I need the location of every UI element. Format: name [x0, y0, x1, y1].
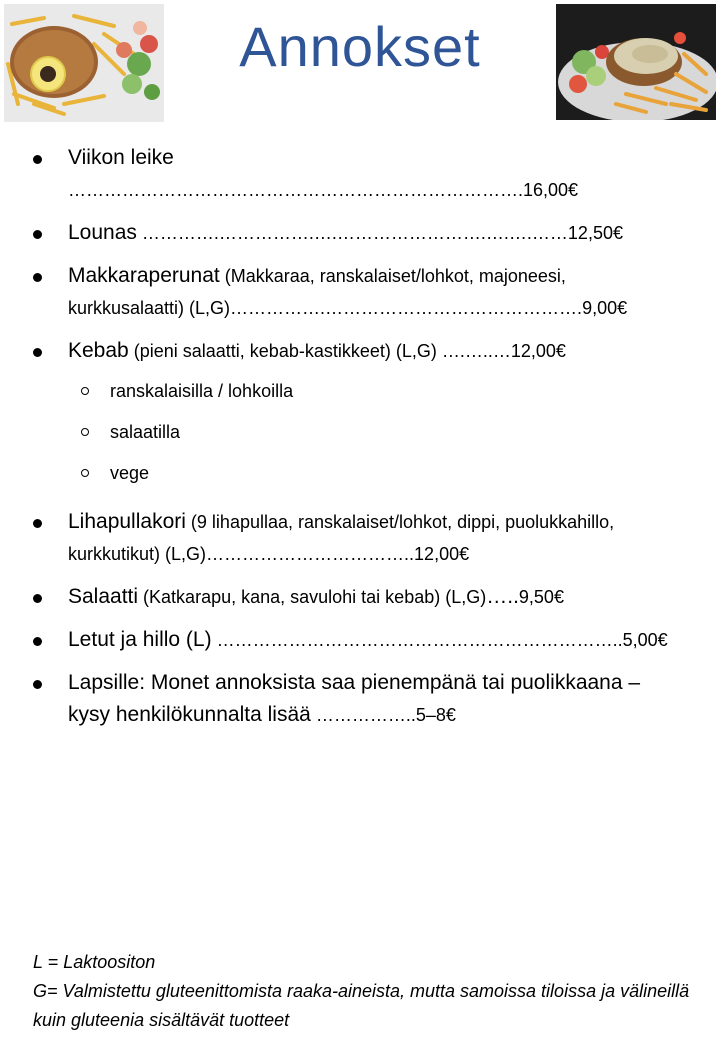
item-name: Makkaraperunat: [68, 264, 220, 287]
menu-item: [0, 581, 720, 613]
item-detail: (pieni salaatti, kebab-kastikkeet) (L,G): [128, 341, 437, 361]
legend-lactose-free: L = Laktoositon: [33, 952, 156, 972]
circle-bullet-icon: [81, 428, 89, 436]
item-dots: ……………………………..: [206, 544, 415, 564]
item-name: Lounas: [68, 221, 137, 244]
menu-item: [0, 506, 720, 570]
bullet-icon: [33, 637, 42, 646]
circle-bullet-icon: [81, 387, 89, 395]
item-price: 12,50€: [567, 223, 623, 243]
item-name: Letut ja hillo (L): [68, 628, 212, 651]
item-price: 9,50€: [518, 587, 564, 607]
item-detail: (Makkaraa, ranskalaiset/lohkot, majoneesi, kurkkusalaatti) (L,G): [68, 266, 566, 318]
item-name: Kebab: [68, 339, 129, 362]
circle-bullet-icon: [81, 469, 89, 477]
item-dots: …………….…………………………………….: [230, 298, 583, 318]
menu-item: [0, 142, 720, 206]
item-dots: ………………………………………………………………….: [68, 180, 524, 200]
sub-list-item: [0, 376, 720, 406]
bullet-icon: [33, 680, 42, 689]
item-dots: …..: [486, 585, 519, 608]
bullet-icon: [33, 155, 42, 164]
bullet-icon: [33, 594, 42, 603]
menu-item: [0, 667, 720, 731]
item-price: 16,00€: [523, 180, 579, 200]
sub-list-item: [0, 458, 720, 488]
menu-list: [0, 142, 720, 742]
item-dots: ………….…………….….…………………….….….……: [136, 223, 568, 243]
item-detail: (9 lihapullaa, ranskalaiset/lohkot, dippi, puolukkahillo, kurkkutikut) (L,G): [68, 512, 615, 564]
menu-item: [0, 624, 720, 656]
sub-list-item: [0, 417, 720, 447]
bullet-icon: [33, 519, 42, 528]
bullet-icon: [33, 348, 42, 357]
kebab-options: [0, 376, 720, 488]
item-price: 5–8€: [415, 705, 456, 725]
allergen-legend: [33, 948, 693, 1035]
item-name: Viikon leike: [68, 146, 174, 169]
item-price: 12,00€: [510, 341, 566, 361]
option-label: ranskalaisilla / lohkoilla: [110, 381, 294, 401]
menu-item: [0, 217, 720, 249]
option-label: salaatilla: [110, 422, 181, 442]
bullet-icon: [33, 273, 42, 282]
item-name: Salaatti: [68, 585, 139, 608]
item-detail: (Katkarapu, kana, savulohi tai kebab) (L,G): [138, 587, 487, 607]
bullet-icon: [33, 230, 42, 239]
page-title: Annokset: [239, 15, 481, 78]
item-name: Lihapullakori: [68, 510, 186, 533]
option-label: vege: [110, 463, 150, 483]
item-name: Lapsille: Monet annoksista saa pienempänä tai puolikkaana – kysy henkilökunnalta lisää: [68, 671, 641, 726]
item-dots: ……………..: [310, 705, 416, 725]
menu-item: [0, 260, 720, 324]
item-price: 9,00€: [582, 298, 628, 318]
item-dots: ….…..…: [436, 341, 511, 361]
item-price: 5,00€: [622, 630, 668, 650]
legend-gluten-free: G= Valmistettu gluteenittomista raaka-aineista, mutta samoissa tiloissa ja välineillä kuin gluteenia sisältävät tuotteet: [33, 981, 690, 1030]
item-dots: …………………………………………………………..: [211, 630, 623, 650]
menu-item: [0, 335, 720, 367]
item-price: 12,00€: [414, 544, 470, 564]
